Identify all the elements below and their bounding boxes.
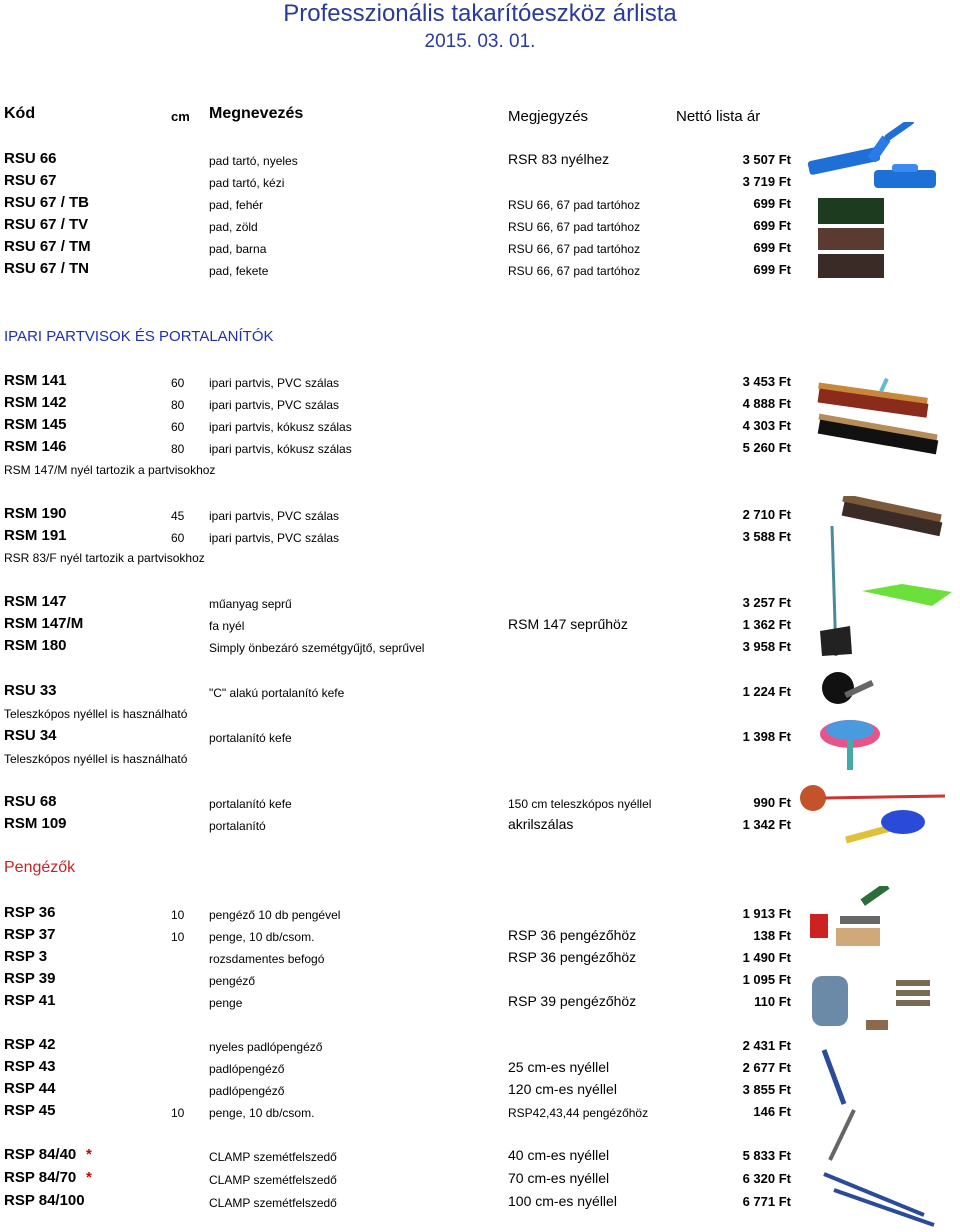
product-name: "C" alakú portalanító kefe (209, 686, 345, 700)
product-note: 25 cm-es nyéllel (508, 1059, 610, 1075)
product-code: RSU 67 / TM (4, 238, 91, 255)
product-note: RSU 66, 67 pad tartóhoz (508, 264, 641, 278)
product-note: RSP 39 pengézőhöz (508, 993, 637, 1009)
page-date: 2015. 03. 01. (424, 31, 536, 52)
floor-scraper-icon (806, 968, 956, 1038)
product-code: RSP 44 (4, 1080, 56, 1097)
product-name: ipari partvis, PVC szálas (209, 509, 340, 523)
product-name: CLAMP szemétfelszedő (209, 1173, 337, 1187)
product-note: akrilszálas (508, 816, 574, 832)
product-code: RSM 180 (4, 637, 67, 654)
product-note: RSP 36 pengézőhöz (508, 949, 637, 965)
product-cm: 80 (171, 442, 185, 456)
scraper-icon (800, 886, 910, 956)
product-code: RSP 45 (4, 1102, 56, 1119)
product-price: 2 431 Ft (742, 1038, 791, 1053)
product-price: 138 Ft (753, 928, 791, 943)
product-price: 1 490 Ft (742, 950, 791, 965)
product-cm: 60 (171, 531, 185, 545)
product-note: 120 cm-es nyéllel (508, 1081, 617, 1097)
product-code: RSP 39 (4, 970, 56, 987)
product-price: 2 677 Ft (742, 1060, 791, 1075)
col-cm: cm (171, 109, 190, 124)
product-code: RSU 34 (4, 727, 57, 744)
product-name: fa nyél (209, 619, 245, 633)
product-note: RSU 66, 67 pad tartóhoz (508, 220, 641, 234)
product-name: ipari partvis, PVC szálas (209, 376, 340, 390)
product-code: RSP 37 (4, 926, 56, 943)
product-price: 3 719 Ft (742, 174, 791, 189)
product-note: 40 cm-es nyéllel (508, 1147, 610, 1163)
product-name: padlópengéző (209, 1062, 285, 1076)
product-code: RSU 33 (4, 682, 57, 699)
product-name: pad tartó, nyeles (209, 154, 298, 168)
note-rsr83: RSR 83/F nyél tartozik a partvisokhoz (4, 551, 205, 565)
product-price: 6 320 Ft (742, 1171, 791, 1186)
col-name: Megnevezés (209, 105, 304, 122)
product-price: 1 362 Ft (742, 617, 791, 632)
product-price: 3 855 Ft (742, 1082, 791, 1097)
product-price: 3 507 Ft (742, 152, 791, 167)
product-price: 699 Ft (753, 262, 791, 277)
product-price: 1 095 Ft (742, 972, 791, 987)
product-note: RSU 66, 67 pad tartóhoz (508, 198, 641, 212)
product-note: RSP 36 pengézőhöz (508, 927, 637, 943)
note-telescopic-1: Teleszkópos nyéllel is használható (4, 707, 188, 721)
product-price: 1 342 Ft (742, 817, 791, 832)
product-code: RSM 109 (4, 815, 67, 832)
green-pad-icon (812, 196, 892, 286)
product-note: 70 cm-es nyéllel (508, 1170, 610, 1186)
product-cm: 10 (171, 908, 185, 922)
product-price: 5 833 Ft (742, 1148, 791, 1163)
product-note: 100 cm-es nyéllel (508, 1193, 617, 1209)
product-name: CLAMP szemétfelszedő (209, 1196, 337, 1210)
product-price: 3 453 Ft (742, 374, 791, 389)
product-code: RSP 84/100 (4, 1192, 85, 1209)
product-code: RSP 3 (4, 948, 48, 965)
product-note: RSP42,43,44 pengézőhöz (508, 1106, 649, 1120)
product-code: RSU 67 (4, 172, 57, 189)
product-price: 1 398 Ft (742, 729, 791, 744)
broom-icon (812, 376, 952, 456)
dustpan-icon (812, 496, 957, 676)
product-code: RSP 84/70 (4, 1169, 77, 1186)
product-cm: 10 (171, 930, 185, 944)
product-name: nyeles padlópengéző (209, 1040, 323, 1054)
product-name: portalanító kefe (209, 731, 292, 745)
section-heading-scrapers: Pengézők (4, 859, 76, 876)
product-code: RSP 43 (4, 1058, 56, 1075)
product-code: RSU 67 / TB (4, 194, 90, 211)
product-name: penge (209, 996, 243, 1010)
product-name: ipari partvis, kókusz szálas (209, 442, 352, 456)
product-price: 3 257 Ft (742, 595, 791, 610)
clamp-picker-icon (804, 1040, 954, 1230)
product-price: 146 Ft (753, 1104, 791, 1119)
product-code: RSP 41 (4, 992, 56, 1009)
product-code: RSM 191 (4, 527, 67, 544)
product-code: RSM 147 (4, 593, 67, 610)
product-name: pad, zöld (209, 220, 258, 234)
product-price: 110 Ft (754, 994, 791, 1009)
asterisk-mark: * (86, 1146, 92, 1163)
product-name: ipari partvis, kókusz szálas (209, 420, 352, 434)
product-cm: 10 (171, 1106, 185, 1120)
product-cm: 45 (171, 509, 185, 523)
product-price: 2 710 Ft (742, 507, 791, 522)
product-note: RSU 66, 67 pad tartóhoz (508, 242, 641, 256)
col-price: Nettó lista ár (676, 108, 761, 125)
product-note: RSR 83 nyélhez (508, 151, 610, 167)
product-name: ipari partvis, PVC szálas (209, 531, 340, 545)
product-code: RSM 142 (4, 394, 67, 411)
asterisk-mark: * (86, 1169, 92, 1186)
product-name: pad tartó, kézi (209, 176, 285, 190)
product-name: portalanító kefe (209, 797, 292, 811)
product-code: RSU 67 / TV (4, 216, 89, 233)
product-name: pad, fekete (209, 264, 269, 278)
product-name: ipari partvis, PVC szálas (209, 398, 340, 412)
product-cm: 60 (171, 420, 185, 434)
product-price: 699 Ft (753, 240, 791, 255)
product-price: 3 588 Ft (742, 529, 791, 544)
product-name: padlópengéző (209, 1084, 285, 1098)
product-code: RSU 67 / TN (4, 260, 90, 277)
product-cm: 80 (171, 398, 185, 412)
pad-holder-icon (800, 122, 950, 202)
product-name: műanyag seprű (209, 597, 292, 611)
product-note: 150 cm teleszkópos nyéllel (508, 797, 652, 811)
product-code: RSM 145 (4, 416, 67, 433)
product-code: RSP 36 (4, 904, 56, 921)
product-price: 3 958 Ft (742, 639, 791, 654)
product-name: Simply önbezáró szemétgyűjtő, seprűvel (209, 641, 425, 655)
product-code: RSM 141 (4, 372, 67, 389)
col-note: Megjegyzés (508, 108, 589, 125)
product-note: RSM 147 seprűhöz (508, 616, 628, 632)
product-cm: 60 (171, 376, 185, 390)
product-price: 990 Ft (753, 795, 791, 810)
page-title: Professzionális takarítóeszköz árlista (283, 0, 677, 27)
product-code: RSU 68 (4, 793, 57, 810)
product-price: 6 771 Ft (742, 1194, 791, 1209)
product-code: RSP 84/40 (4, 1146, 77, 1163)
product-price: 5 260 Ft (742, 440, 791, 455)
product-code: RSP 42 (4, 1036, 56, 1053)
product-price: 1 224 Ft (742, 684, 791, 699)
product-name: penge, 10 db/csom. (209, 930, 315, 944)
product-price: 699 Ft (753, 218, 791, 233)
product-code: RSM 147/M (4, 615, 84, 632)
product-price: 4 303 Ft (742, 418, 791, 433)
col-code: Kód (4, 105, 36, 122)
litter-picker-icon (795, 778, 955, 848)
product-name: pengéző 10 db pengével (209, 908, 341, 922)
product-name: pad, fehér (209, 198, 264, 212)
product-name: CLAMP szemétfelszedő (209, 1150, 337, 1164)
product-price: 699 Ft (753, 196, 791, 211)
product-price: 4 888 Ft (742, 396, 791, 411)
product-price: 1 913 Ft (742, 906, 791, 921)
product-name: rozsdamentes befogó (209, 952, 325, 966)
product-code: RSM 146 (4, 438, 67, 455)
product-code: RSM 190 (4, 505, 67, 522)
product-name: pad, barna (209, 242, 267, 256)
product-code: RSU 66 (4, 150, 57, 167)
note-rsm147: RSM 147/M nyél tartozik a partvisokhoz (4, 463, 216, 477)
section-heading: IPARI PARTVISOK ÉS PORTALANÍTÓK (4, 328, 274, 345)
note-telescopic-2: Teleszkópos nyéllel is használható (4, 752, 188, 766)
product-name: pengéző (209, 974, 256, 988)
duster-icon (810, 668, 890, 778)
product-name: portalanító (209, 819, 266, 833)
product-name: penge, 10 db/csom. (209, 1106, 315, 1120)
